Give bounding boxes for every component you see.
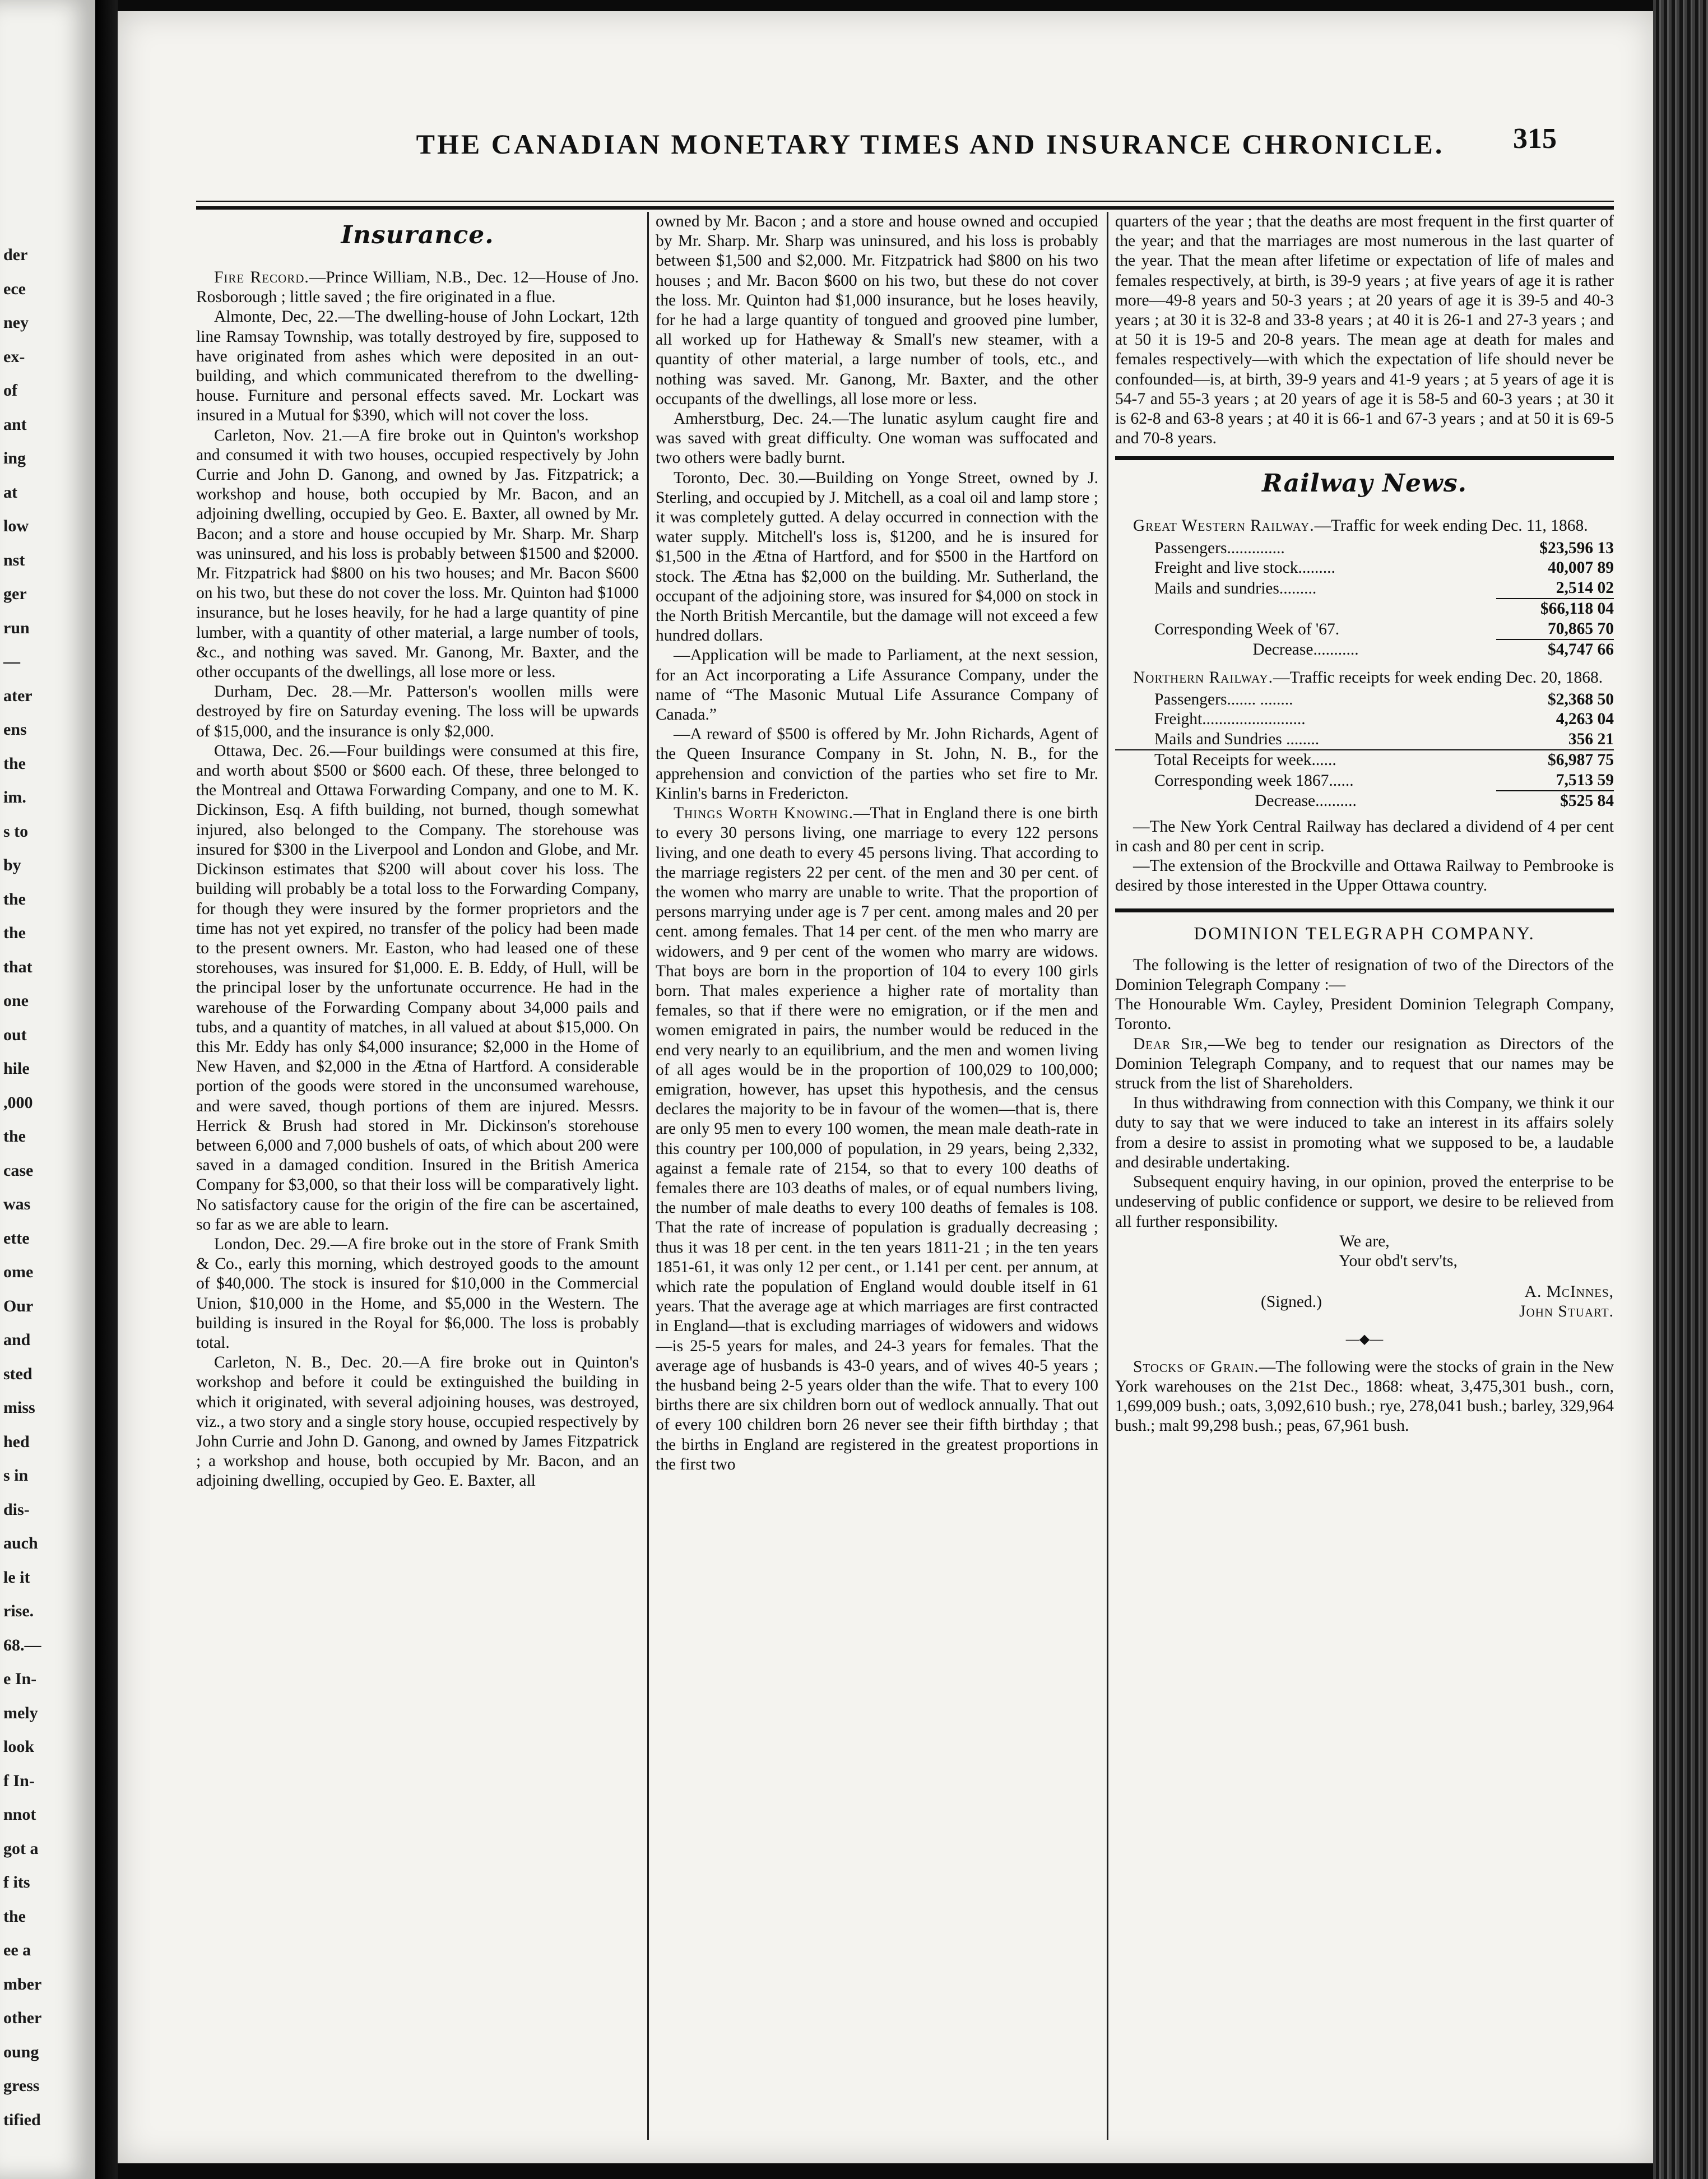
nr-amount: 4,263 04 [1556, 710, 1614, 729]
gw-corr-row [1115, 619, 1614, 640]
brockville-note: —The extension of the Brockville and Ottawa Railway to Pembrooke is desired by those interested in the Upper Ottawa country. [1115, 857, 1614, 895]
grain-stocks-paragraph [1115, 1357, 1614, 1436]
previous-page-fragment: rise. [3, 1602, 34, 1620]
previous-page-fragment: ater [3, 686, 33, 705]
previous-page-fragment: auch [3, 1534, 38, 1552]
insurance-paragraph [196, 268, 639, 307]
previous-page-fragment: der [3, 245, 28, 264]
nr-label: Freight......................... [1154, 710, 1306, 729]
nr-row [1115, 690, 1614, 710]
section-rule [1115, 456, 1614, 460]
nr-total-label: Total Receipts for week...... [1115, 750, 1496, 771]
middle-paragraph [656, 212, 1098, 409]
railway-heading: Railway News. [1262, 469, 1467, 498]
previous-page-fragment: of [3, 381, 17, 400]
nr-row [1115, 710, 1614, 730]
previous-page-fragment: nnot [3, 1805, 36, 1824]
gw-label: Passengers.............. [1154, 539, 1285, 557]
insurance-text: Carleton, N. B., Dec. 20.—A fire broke out in Quinton's workshop and before it could be extinguished the building in which it originated, with several adjoining houses, was destroyed, viz., a two story and a single story house, occupied respectively by John Currie and John D. Ganong, and owned by James Fitzpatrick ; a workshop and house, both occupied by Mr. Bacon, and an adjoining dwelling, occupied by Geo. E. Baxter, all [196, 1353, 639, 1490]
running-head-title: THE CANADIAN MONETARY TIMES AND INSURANCE CHRONICLE. [416, 128, 1445, 160]
nr-amount: $2,368 50 [1548, 690, 1614, 708]
previous-page-fragment: gress [3, 2076, 40, 2095]
middle-paragraph [656, 469, 1098, 646]
column-divider-2 [1107, 212, 1108, 2140]
previous-page-fragment: sted [3, 1364, 33, 1383]
middle-text: Toronto, Dec. 30.—Building on Yonge Street, owned by J. Sterling, and occupied by J. Mitchell, as a coal oil and lamp store ; it was completely gutted. A delay occurred in connection with the water supply. Mitchell's loss is, $1200, and he is insured for $1,500 in the Ætna of Hartford, and for $500 in the Hartford on stock. The Ætna has $2,000 on the building. Mr. Sutherland, the occupant of the adjoining store, was insured for $4,000 on stock in the North British Mercantile, but the damage will not exceed a few hundred dollars. [656, 469, 1098, 645]
letter-p1-text: —We beg to tender our resignation as Directors of the Dominion Telegraph Company, and to request that our names may be struck from the list of Shareholders. [1115, 1035, 1614, 1093]
gw-corr-label: Corresponding Week of '67. [1154, 620, 1340, 638]
nr-label: Passengers....... ........ [1154, 690, 1293, 708]
insurance-paragraph [196, 307, 639, 425]
insurance-paragraph [196, 1235, 639, 1353]
previous-page-fragment: low [3, 517, 29, 535]
insurance-text: —Prince William, N.B., Dec. 12—House of Jno. Rosborough ; little saved ; the fire originated in a flue. [196, 268, 639, 307]
signers [1519, 1282, 1614, 1322]
telegraph-heading: DOMINION TELEGRAPH COMPANY. [1194, 922, 1535, 943]
previous-page-fragment: hed [3, 1432, 30, 1451]
signer-mcinnes: A. McInnes, [1524, 1283, 1614, 1301]
great-western-table [1115, 539, 1614, 660]
letter-addressee: The Honourable Wm. Cayley, President Dominion Telegraph Company, Toronto. [1115, 995, 1614, 1033]
insurance-text: Almonte, Dec, 22.—The dwelling-house of John Lockart, 12th line Ramsay Township, was totally destroyed by fire, supposed to have originated from ashes which were deposited in an out-building, and which communicated therefrom to the dwelling-house. Furniture and personal effects saved. Mr. Lockart was insured in a Mutual for $390, which will not cover the loss. [196, 308, 639, 425]
insurance-paragraph [196, 741, 639, 1235]
gw-label: Mails and sundries......... [1154, 579, 1317, 597]
newspaper-page [118, 11, 1653, 2163]
previous-page-fragment: ex- [3, 347, 25, 366]
letter-paragraph-1 [1115, 1035, 1614, 1094]
grain-lead: Stocks of Grain. [1133, 1357, 1259, 1376]
previous-page-fragment: oung [3, 2042, 39, 2061]
previous-page-fragment: im. [3, 788, 26, 806]
page-number: 315 [1513, 123, 1557, 155]
previous-page-fragment: and [3, 1330, 31, 1349]
previous-page-fragment: miss [3, 1398, 35, 1417]
divider-ornament: —◆— [1345, 1332, 1384, 1347]
gw-corr: 70,865 70 [1548, 619, 1614, 638]
previous-page-fragment: hile [3, 1059, 30, 1078]
previous-page-edge [0, 0, 95, 2179]
nr-row [1115, 730, 1614, 750]
middle-text: —A reward of $500 is offered by Mr. John Richards, Agent of the Queen Insurance Company in St. John, N. B., for the apprehension and conviction of the parties who set fire to Mr. Kinlin's barns in Fredericton. [656, 725, 1098, 803]
middle-text: Amherstburg, Dec. 24.—The lunatic asylum caught fire and was saved with great difficulty. One woman was suffocated and two others were badly burnt. [656, 410, 1098, 467]
previous-page-fragment: Our [3, 1296, 34, 1315]
middle-paragraph [656, 646, 1098, 725]
telegraph-intro: The following is the letter of resignation of two of the Directors of the Dominion Telegraph Company :— [1115, 956, 1614, 994]
previous-page-fragment: f its [3, 1873, 30, 1891]
previous-page-fragment: was [3, 1195, 31, 1213]
great-western-lead: Great Western Railway. [1133, 517, 1315, 535]
gw-dec: $4,747 66 [1496, 639, 1614, 660]
previous-page-fragment: ant [3, 415, 27, 434]
previous-page-fragment: out [3, 1025, 27, 1044]
book-spine-edge [1653, 0, 1708, 2179]
northern-intro [1115, 668, 1614, 688]
nr-amount: 356 21 [1568, 730, 1614, 748]
insurance-paragraph [196, 1353, 639, 1491]
previous-page-fragment: e In- [3, 1670, 37, 1688]
previous-page-fragment: ens [3, 720, 27, 739]
column-divider-1 [647, 212, 649, 2140]
gw-total-row [1115, 599, 1614, 619]
previous-page-fragment: ome [3, 1263, 34, 1281]
gw-amount: $23,596 13 [1539, 539, 1614, 557]
middle-text: —Application will be made to Parliament, at the next session, for an Act incorporating a Life Assurance Company, under the name of “The Masonic Mutual Life Assurance Company of Canada.” [656, 646, 1098, 724]
insurance-items [196, 268, 639, 1491]
middle-paragraph [656, 804, 1098, 1475]
nr-label: Mails and Sundries ........ [1154, 730, 1320, 748]
middle-items [656, 212, 1098, 1475]
signed-label: (Signed.) [1261, 1293, 1322, 1311]
great-western-intro [1115, 516, 1614, 536]
insurance-lead: Fire Record. [214, 268, 309, 286]
previous-page-fragment: one [3, 991, 29, 1010]
previous-page-fragment: the [3, 889, 26, 908]
previous-page-fragment: nst [3, 550, 25, 569]
previous-page-fragment: the [3, 1907, 26, 1926]
insurance-paragraph [196, 682, 639, 741]
nr-corr-row [1115, 771, 1614, 791]
nr-total-row [1115, 750, 1614, 771]
previous-page-fragment: ger [3, 585, 27, 603]
gw-dec-label: Decrease........... [1252, 641, 1359, 659]
insurance-text: Ottawa, Dec. 26.—Four buildings were consumed at this fire, and worth about $500 or $600 each. Of these, three belonged to the Montreal and Ottawa Forwarding Company, and one to M. K. Dickinson, Esq. A fifth building, not burned, though somewhat injured, also belonged to the Company. The storehouse was insured for $300 in the Liverpool and London and Globe, and Mr. Dickinson estimates that $200 will about cover his loss. The building will probably be a total loss to the Forwarding Company, for though they were insured by the former proprietors and the time has not yet expired, no transfer of the policy had been made to the present owners. Mr. Easton, who had leased one of these storehouses, was insured for $1,000. E. B. Eddy, of Hull, will be the principal loser by the unfortunate occurrence. He had in the warehouse of the Forwarding Company about 34,000 pails and tubs, and a quantity of matches, in all valued at about $15,000. On this Mr. Eddy has only $4,000 insurance; $2,000 in the Home of New Haven, and $2,000 in the Ætna of Hartford. A considerable portion of the goods were stored in the unconsumed warehouse, and were saved, though portions of them are injured. Messrs. Herrick & Brush had stored in Mr. Dickinson's storehouse between 6,000 and 7,000 bushels of oats, of which about 200 were saved in a damaged condition. Insured in the British America Company for $3,000, so that their loss will be comparatively light. No satisfactory cause for the origin of the fire can be ascertained, so far as we are able to learn. [196, 741, 639, 1234]
previous-page-fragment: ing [3, 449, 26, 467]
grain-text: —The following were the stocks of grain in the New York warehouses on the 21st Dec., 1868: wheat, 3,475,301 bush., corn, 1,699,009 bush.; oats, 3,092,610 bush.; rye, 278,041 bush.; barley, 329,964 bush.; malt 99,298 bush.; peas, 67,961 bush. [1115, 1357, 1614, 1435]
insurance-text: London, Dec. 29.—A fire broke out in the store of Frank Smith & Co., early this morning, which destroyed goods to the amount of $40,000. The stock is insured for $10,000 in the Commercial Union, $10,000 in the Home, and $5,000 in the Western. The building is insured in the Royal for $6,000. The loss is probably total. [196, 1235, 639, 1352]
gw-row [1115, 539, 1614, 559]
gw-dec-row [1115, 639, 1614, 660]
gw-amount: 40,007 89 [1548, 559, 1614, 577]
middle-paragraph [656, 725, 1098, 804]
previous-page-fragment: s in [3, 1466, 29, 1485]
signature-block [1115, 1282, 1614, 1322]
previous-page-fragment: the [3, 924, 26, 942]
previous-page-fragment: at [3, 483, 17, 502]
previous-page-fragment: by [3, 856, 21, 874]
previous-page-fragment: ece [3, 279, 26, 298]
binding-gutter [95, 0, 118, 2179]
insurance-text: Carleton, Nov. 21.—A fire broke out in Quinton's workshop and consumed it with two houses, occupied respectively by John Currie and John D. Ganong, and owned by Jas. Fitzpatrick; a workshop and house, both occupied by Mr. Bacon, and an adjoining dwelling, occupied by Geo. E. Baxter, all owned by Mr. Bacon; and a store and house occupied by Mr. Sharp. Mr. Sharp was uninsured, and his loss is probably between $1500 and $2000. Mr. Fitzpatrick had $800 on his two houses; and Mr. Bacon $600 on his two, but these do not cover the loss. Mr. Quinton had $1000 insurance, but he loses heavily, for he had a large quantity of pine lumber, with a quantity of other material, a large number of tools, &c., and nothing was saved. Mr. Ganong, Mr. Baxter, and the other occupants of the dwellings, all lose more or less. [196, 426, 639, 681]
letter-paragraph-2: In thus withdrawing from connection with this Company, we think it our duty to say that we were induced to take an interest in its affairs solely from a desire to assist in promoting what we supposed to be, a laudable and desirable undertaking. [1115, 1094, 1614, 1171]
column-middle [656, 212, 1098, 2140]
middle-paragraph [656, 409, 1098, 469]
previous-page-fragment: ney [3, 313, 29, 332]
previous-page-fragment: tified [3, 2110, 41, 2129]
previous-page-fragment: le it [3, 1568, 30, 1587]
nr-dec: $525 84 [1496, 791, 1614, 812]
gw-amount: 2,514 02 [1556, 578, 1614, 597]
northern-lead: Northern Railway. [1133, 668, 1273, 687]
insurance-heading: Insurance. [341, 221, 494, 249]
previous-page-fragment: ,000 [3, 1093, 33, 1112]
previous-page-fragment: 68.— [3, 1635, 41, 1654]
previous-page-fragment: s to [3, 822, 29, 841]
nyc-dividend-note: —The New York Central Railway has declared a dividend of 4 per cent in cash and 80 per cent in scrip. [1115, 817, 1614, 856]
previous-page-fragment: the [3, 754, 26, 773]
middle-text: owned by Mr. Bacon ; and a store and house owned and occupied by Mr. Sharp. Mr. Sharp was uninsured, and his loss is probably between $1,500 and $2,000. Mr. Fitzpatrick had $800 on his two houses ; and Mr. Bacon $600 on his two, but these do not cover the loss. Mr. Quinton had $1,000 insurance, but he loses heavily, for he had a large quantity of tongued and grooved pine lumber, all worked up for Hatheway & Small's new steamer, with a quantity of other material, a large number of tools, etc., and nothing was saved. Mr. Ganong, Mr. Baxter, and the other occupants of the dwellings, all lose more or less. [656, 212, 1098, 408]
previous-page-fragment: mely [3, 1703, 38, 1722]
nr-dec-label: Decrease.......... [1255, 792, 1357, 810]
signer-stuart: John Stuart. [1519, 1302, 1614, 1321]
previous-page-fragment: that [3, 957, 33, 976]
letter-salutation: Dear Sir, [1133, 1035, 1208, 1053]
gw-row [1115, 558, 1614, 578]
previous-page-fragment: ee a [3, 1941, 31, 1959]
gw-total: $66,118 04 [1496, 599, 1614, 619]
previous-page-fragment: dis- [3, 1500, 30, 1519]
nr-dec-row [1115, 791, 1614, 812]
previous-page-fragment: run [3, 618, 30, 637]
previous-page-fragment: — [3, 652, 20, 671]
previous-page-fragment: case [3, 1161, 34, 1180]
column-right [1115, 212, 1614, 2140]
northern-intro-text: —Traffic receipts for week ending Dec. 20, 1868. [1273, 668, 1603, 687]
header-rule-thin [196, 201, 1614, 202]
insurance-paragraph [196, 426, 639, 683]
expectation-continuation: quarters of the year ; that the deaths are most frequent in the first quarter of the year; and that the marriages are most numerous in the last quarter of the year. That the mean after lifetime or expectation of life of males and females respectively, at birth, is 39-9 years ; at five years of age it is rather more—49-8 years and 50-3 years ; at 20 years of age it is 39-5 and 40-3 years ; at 30 it is 32-8 and 33-8 years ; at 40 it is 26-1 and 27-3 years ; and at 50 it is 19-5 and 20-8 years. The mean age at death for males and females respectively—with which the expectation of life should never be confounded—is, at birth, 39-9 years and 41-9 years ; at 5 years of age it is 54-7 and 55-3 years ; at 20 years of age it is 58-5 and 60-3 years ; at 30 it is 62-8 and 63-8 years ; at 40 it is 66-1 and 67-3 years ; and at 50 it is 69-5 and 70-8 years. [1115, 212, 1614, 448]
previous-page-fragment: look [3, 1737, 35, 1756]
section-rule-2 [1115, 908, 1614, 912]
previous-page-fragment: ette [3, 1228, 30, 1248]
nr-corr: 7,513 59 [1556, 771, 1614, 789]
letter-paragraph-3: Subsequent enquiry having, in our opinion, proved the enterprise to be undeserving of public confidence or support, we desire to be relieved from all further responsibility. [1115, 1173, 1614, 1231]
previous-page-fragment: f In- [3, 1771, 35, 1790]
gw-row [1115, 578, 1614, 599]
letter-closing-1: We are, [1339, 1232, 1390, 1250]
previous-page-fragment: mber [3, 1974, 42, 1993]
nr-corr-label: Corresponding week 1867...... [1154, 771, 1354, 790]
letter-closing-2: Your obd't serv'ts, [1339, 1251, 1458, 1270]
previous-page-fragment: the [3, 1127, 26, 1146]
header-rule-thick [196, 206, 1614, 210]
gw-label: Freight and live stock......... [1154, 559, 1335, 577]
column-left [196, 212, 639, 2140]
previous-page-fragment: got a [3, 1839, 39, 1858]
nr-total: $6,987 75 [1496, 750, 1614, 771]
northern-table [1115, 690, 1614, 812]
middle-lead: Things Worth Knowing. [674, 804, 853, 823]
middle-text: —That in England there is one birth to every 30 persons living, one marriage to every 122 persons living, and one death to every 45 persons living. That according to the marriage registers 22 per cent. of the men and 30 per cent. of the women who marry are unable to write. That the proportion of persons marrying under age is 7 per cent. among males and 20 per cent. among females. That 14 per cent. of the men who marry are widowers, and 9 per cent of the women who marry are widows. That boys are born in the proportion of 104 to every 100 girls born. That males experience a higher rate of mortality than females, so that if there were no emigration, or if the men and women emigrated in pairs, the number would be reduced in the end very nearly to an equilibrium, and the men and women living of all ages would be in the proportion of 100,029 to 100,000; emigration, however, has upset this hypothesis, and the census declares the majority to be in favour of the women—that is, there are only 95 men to every 100 women, the mean male death-rate in this country per 100,000 of population, in 29 years, being 2,332, against a female rate of 2154, so that to every 100 deaths of females there are 103 deaths of males, or of equal numbers living, the number of male deaths to every 100 deaths of females is 108. That the rate of increase of population is gradually decreasing ; thus it was 18 per cent. in the ten years 1811-21 ; in the ten years 1851-61, it was only 12 per cent., or 1.141 per cent. per annum, at which rate the population of England would double itself in 61 years. That the average age at which marriages are first contracted in England—that is excluding marriages of widowers and widows—is 25-5 years for males, and 24-3 years for females. That the average age of husbands is 43-0 years, and of wives 40-5 years ; the husband being 2-5 years older than the wife. That to every 100 births there are six children born out of wedlock annually. That out of every 100 children born 26 never see their fifth birthday ; that the births in England are registered in the greatest proportions in the first two [656, 804, 1098, 1473]
great-western-intro-text: —Traffic for week ending Dec. 11, 1868. [1314, 517, 1588, 535]
insurance-text: Durham, Dec. 28.—Mr. Patterson's woollen mills were destroyed by fire on Saturday evening. The loss will be upwards of $15,000, and the insurance is only $2,000. [196, 683, 639, 740]
previous-page-fragment: other [3, 2009, 42, 2027]
